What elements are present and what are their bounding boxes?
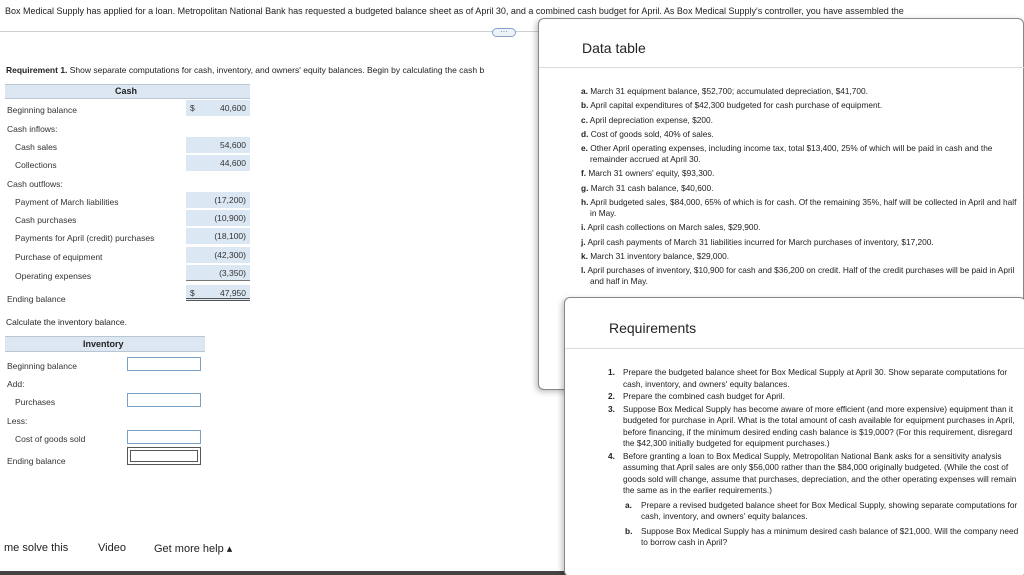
item-key: c. — [581, 114, 588, 125]
item-text: March 31 cash balance, $40,600. — [590, 182, 714, 193]
dollar-sign: $ — [190, 288, 195, 298]
item-text: April cash payments of March 31 liabilities incurred for March purchases of inventory, $17,200. — [587, 236, 934, 247]
item-text: March 31 owners' equity, $93,300. — [588, 168, 715, 179]
item-text: Before granting a loan to Box Medical Supply, Metropolitan National Bank asks for a sensitivity analysis assuming that April sales are only $56,000 rather than the $84,000 originally budgeted. (While the cost of goods sold will change, assume that purchases, depreciation, and the other operating expenses will remain the same as in the earlier requirements.) — [623, 450, 1017, 495]
divider — [0, 31, 540, 32]
list-item — [581, 197, 1023, 219]
cash-beginning-value — [186, 100, 250, 116]
data-table-list — [581, 86, 1023, 291]
cash-outflows-label: Cash outflows: — [7, 179, 63, 189]
list-item — [608, 526, 1022, 549]
credit-purchases-label: Payments for April (credit) purchases — [15, 233, 155, 243]
item-key: a. — [581, 86, 588, 96]
item-key: d. — [581, 128, 589, 139]
item-key: b. — [625, 525, 633, 536]
equipment-purchase-value: (42,300) — [186, 247, 250, 263]
item-text: Cost of goods sold, 40% of sales. — [590, 128, 714, 139]
list-item — [608, 367, 1022, 390]
inventory-add-label: Add: — [7, 379, 25, 389]
get-more-help-button[interactable]: Get more help ▴ — [154, 543, 233, 555]
inventory-cogs-input[interactable] — [127, 430, 201, 444]
item-text: March 31 inventory balance, $29,000. — [590, 250, 730, 261]
inventory-less-label: Less: — [7, 416, 28, 426]
inventory-header-label: Inventory — [83, 339, 124, 349]
list-item — [581, 265, 1023, 287]
item-key: a. — [625, 499, 632, 510]
item-key: j. — [581, 236, 586, 247]
cash-sales-label: Cash sales — [15, 142, 58, 152]
cash-ending-value — [186, 285, 250, 301]
item-key: 1. — [608, 367, 615, 377]
inventory-beginning-label: Beginning balance — [7, 361, 77, 371]
requirements-list — [608, 367, 1022, 549]
data-table-title: Data table — [582, 40, 646, 56]
video-button[interactable]: Video — [98, 542, 126, 554]
dollar-sign: $ — [190, 103, 195, 113]
divider — [539, 67, 1024, 68]
collections-value: 44,600 — [186, 155, 250, 171]
item-text: April cash collections on March sales, $29,900. — [587, 222, 761, 233]
item-key: f. — [581, 168, 587, 179]
list-item — [581, 100, 1023, 111]
item-key: k. — [581, 250, 588, 261]
list-item — [608, 500, 1022, 523]
inventory-ending-input[interactable] — [127, 447, 201, 465]
list-item — [608, 404, 1022, 450]
list-item — [581, 183, 1023, 194]
cash-beginning-amount: 40,600 — [220, 103, 246, 113]
item-key: e. — [581, 143, 588, 154]
list-item — [581, 251, 1023, 262]
list-item — [581, 237, 1023, 248]
item-key: 2. — [608, 391, 615, 401]
requirement-1-label: Requirement 1. — [6, 65, 68, 75]
cash-ending-label: Ending balance — [7, 294, 66, 304]
item-key: l. — [581, 265, 586, 276]
inventory-purchases-input[interactable] — [127, 393, 201, 407]
list-item — [581, 86, 1023, 97]
requirements-dialog[interactable] — [564, 297, 1024, 575]
inventory-purchases-label: Purchases — [15, 397, 56, 407]
item-key: g. — [581, 182, 589, 193]
list-item — [581, 115, 1023, 126]
inventory-ending-label: Ending balance — [7, 456, 66, 466]
item-key: b. — [581, 100, 589, 111]
cash-purchases-label: Cash purchases — [15, 215, 77, 225]
cash-inflows-label: Cash inflows: — [7, 124, 58, 134]
inventory-caption: Calculate the inventory balance. — [6, 317, 127, 327]
march-liabilities-value: (17,200) — [186, 192, 250, 208]
list-item — [581, 129, 1023, 140]
cash-header-label: Cash — [115, 86, 138, 96]
list-item — [581, 222, 1023, 233]
item-text: March 31 equipment balance, $52,700; accumulated depreciation, $41,700. — [590, 86, 868, 96]
cash-sales-value: 54,600 — [186, 137, 250, 153]
list-item — [581, 143, 1023, 165]
problem-intro-text: Box Medical Supply has applied for a loan. Metropolitan National Bank has requested a budgeted balance sheet as of April 30, and a combined cash budget for April. As Box Medical Supply's controller, you have assembled the — [5, 6, 904, 16]
item-text: April purchases of inventory, $10,900 for cash and $36,200 on credit. Half of the credit purchases will be paid in April and half in May. — [587, 265, 1015, 287]
item-key: 4. — [608, 450, 615, 461]
inventory-beginning-input[interactable] — [127, 357, 201, 371]
requirement-1-instruction — [6, 65, 538, 75]
list-item — [608, 391, 1022, 403]
cash-beginning-label: Beginning balance — [7, 105, 77, 115]
item-text: Prepare the budgeted balance sheet for Box Medical Supply at April 30. Show separate computations for cash, inventory, and owners' equity balances. — [623, 367, 1008, 389]
item-text: April capital expenditures of $42,300 budgeted for cash purchase of equipment. — [590, 100, 883, 111]
inventory-cogs-label: Cost of goods sold — [15, 434, 86, 444]
item-key: h. — [581, 197, 589, 208]
item-text: Suppose Box Medical Supply has become aware of more efficient (and more expensive) equipment than it budgeted for purchase in April. What is the total amount of cash available for equipment purchases in April, before financing, if the minimum desired ending cash balance is $19,000? (For this requirement, disregard the $42,300 initially budgeted for equipment purchases.) — [623, 403, 1015, 448]
item-text: April depreciation expense, $200. — [589, 114, 713, 125]
inventory-table-header — [5, 336, 205, 352]
cash-purchases-value: (10,900) — [186, 210, 250, 226]
list-item — [581, 168, 1023, 179]
requirements-title: Requirements — [609, 320, 697, 336]
cash-table-header — [5, 84, 250, 99]
march-liabilities-label: Payment of March liabilities — [15, 197, 119, 207]
collections-label: Collections — [15, 160, 57, 170]
item-text: Suppose Box Medical Supply has a minimum desired cash balance of $21,000. Will the company need to borrow cash in April? — [641, 525, 1019, 547]
list-item — [608, 451, 1022, 497]
requirement-1-text: Show separate computations for cash, inventory, and owners' equity balances. Begin by calculating the cash b — [67, 65, 485, 75]
item-text: Other April operating expenses, including income tax, total $13,400, 25% of which will be paid in cash and the remainder accrued at April 30. — [590, 143, 993, 165]
help-bar — [0, 538, 540, 560]
operating-expenses-value: (3,350) — [186, 265, 250, 281]
item-text: April budgeted sales, $84,000, 65% of which is for cash. Of the remaining 35%, half will be collected in April and half in May. — [590, 197, 1017, 219]
item-key: 3. — [608, 403, 615, 414]
cash-ending-amount: 47,950 — [220, 288, 246, 298]
item-text: Prepare a revised budgeted balance sheet for Box Medical Supply, showing separate computations for cash, inventory, and owners' equity balances. — [641, 499, 1018, 521]
expand-more-button[interactable]: ··· — [492, 28, 516, 37]
operating-expenses-label: Operating expenses — [15, 271, 92, 281]
help-me-solve-button[interactable]: me solve this — [4, 542, 69, 554]
item-key: i. — [581, 222, 586, 233]
item-text: Prepare the combined cash budget for April. — [623, 391, 785, 401]
credit-purchases-value: (18,100) — [186, 228, 250, 244]
divider — [565, 348, 1024, 349]
equipment-purchase-label: Purchase of equipment — [15, 252, 103, 262]
